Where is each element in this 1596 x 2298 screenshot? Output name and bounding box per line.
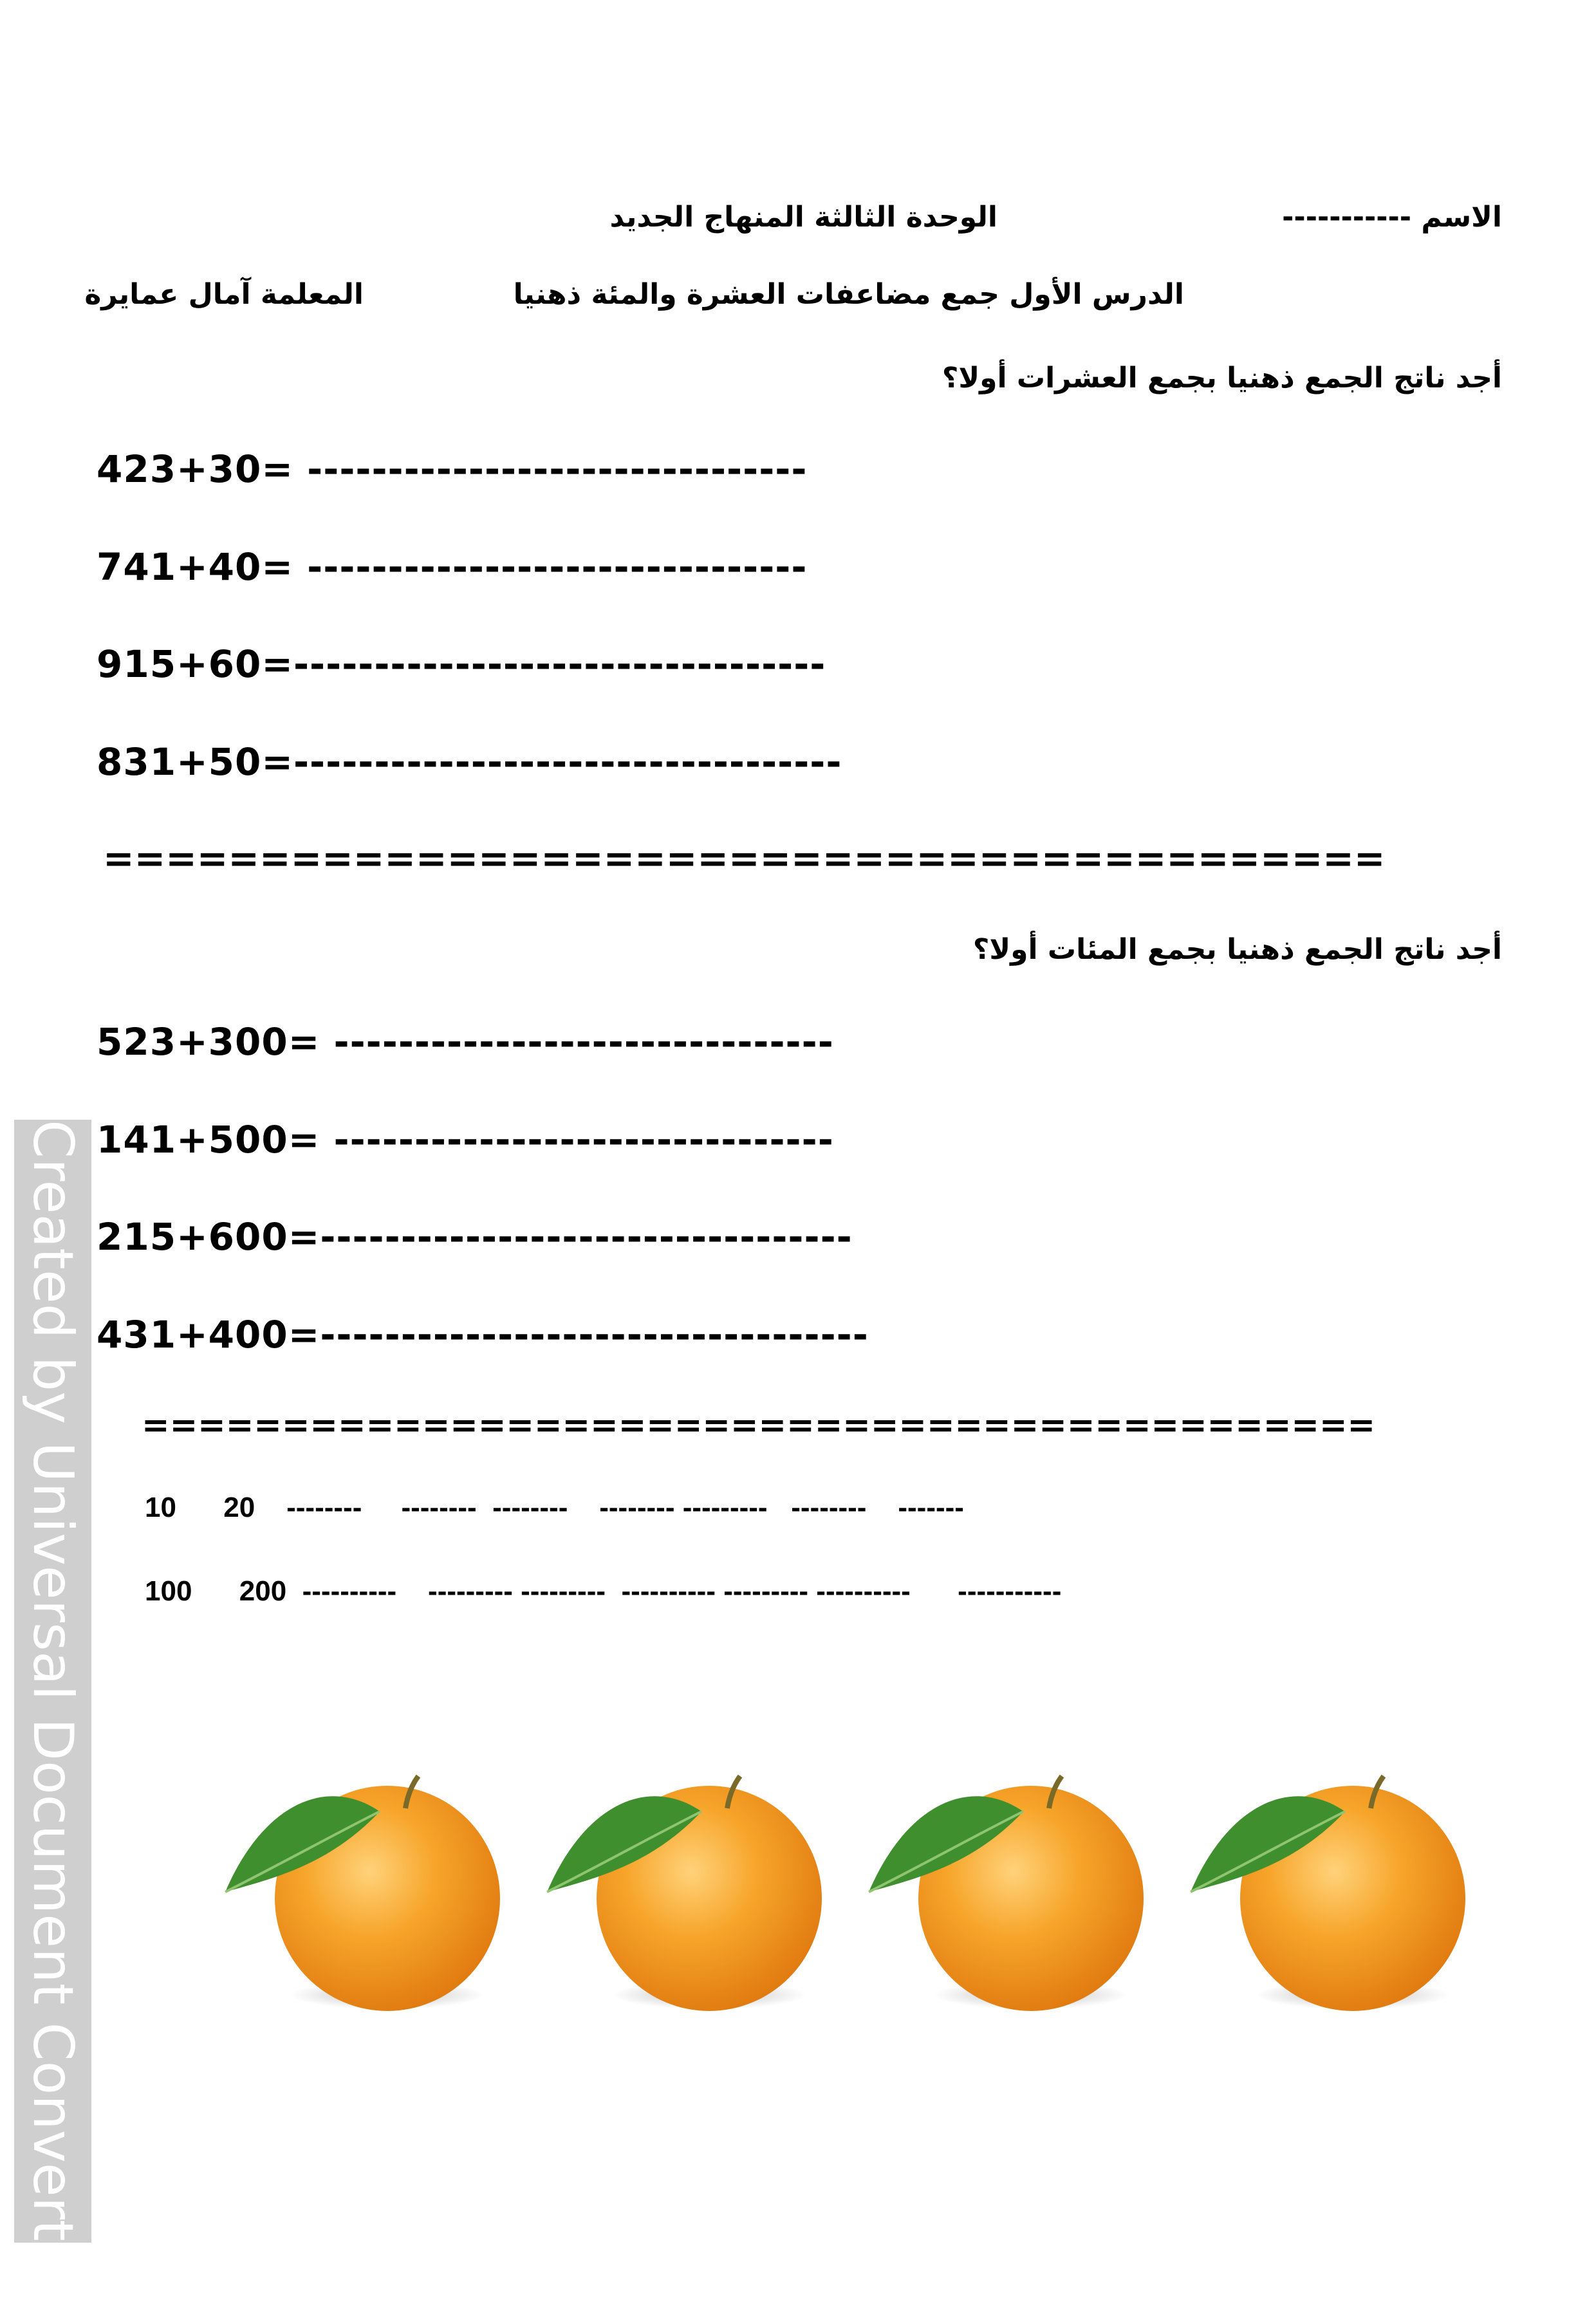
problem-2: 741+40= -------------------------------: [97, 545, 808, 589]
problem-8: 431+400=----------------------------------: [97, 1313, 869, 1357]
orange-image: [541, 1763, 837, 2021]
hundreds-sequence: 100 200 ---------- --------- --------- ---------- --------- ---------- -----------: [145, 1575, 1062, 1607]
lesson-title: الدرس الأول جمع مضاعفات العشرة والمئة ذهنيا: [513, 278, 1184, 311]
problem-4: 831+50=----------------------------------: [97, 740, 842, 784]
orange-image: [219, 1763, 515, 2021]
problem-5: 523+300= -------------------------------: [97, 1020, 834, 1064]
section1-instruction: أجد ناتج الجمع ذهنيا بجمع العشرات أولا؟: [942, 362, 1502, 394]
watermark-banner: [14, 1120, 91, 2298]
watermark-text: Created by Universal Document Converter: [21, 1120, 85, 2298]
section2-instruction: أجد ناتج الجمع ذهنيا بجمع المئات أولا؟: [972, 933, 1502, 966]
orange-image: [1184, 1763, 1480, 2021]
section-divider-2: ============================================: [142, 1406, 1376, 1445]
problem-3: 915+60=---------------------------------: [97, 642, 826, 686]
teacher-name: المعلمة آمال عمايرة: [84, 278, 364, 311]
tens-sequence: 10 20 -------- -------- -------- -------- --------- -------- -------: [145, 1492, 964, 1523]
unit-title: الوحدة الثالثة المنهاج الجديد: [609, 201, 998, 234]
orange-image: [862, 1763, 1158, 2021]
problem-1: 423+30= -------------------------------: [97, 447, 808, 491]
section-divider-1: =========================================: [103, 837, 1386, 880]
problem-7: 215+600=---------------------------------: [97, 1215, 853, 1259]
name-field-label: الاسم -----------: [1282, 201, 1502, 234]
problem-6: 141+500= -------------------------------: [97, 1118, 834, 1162]
